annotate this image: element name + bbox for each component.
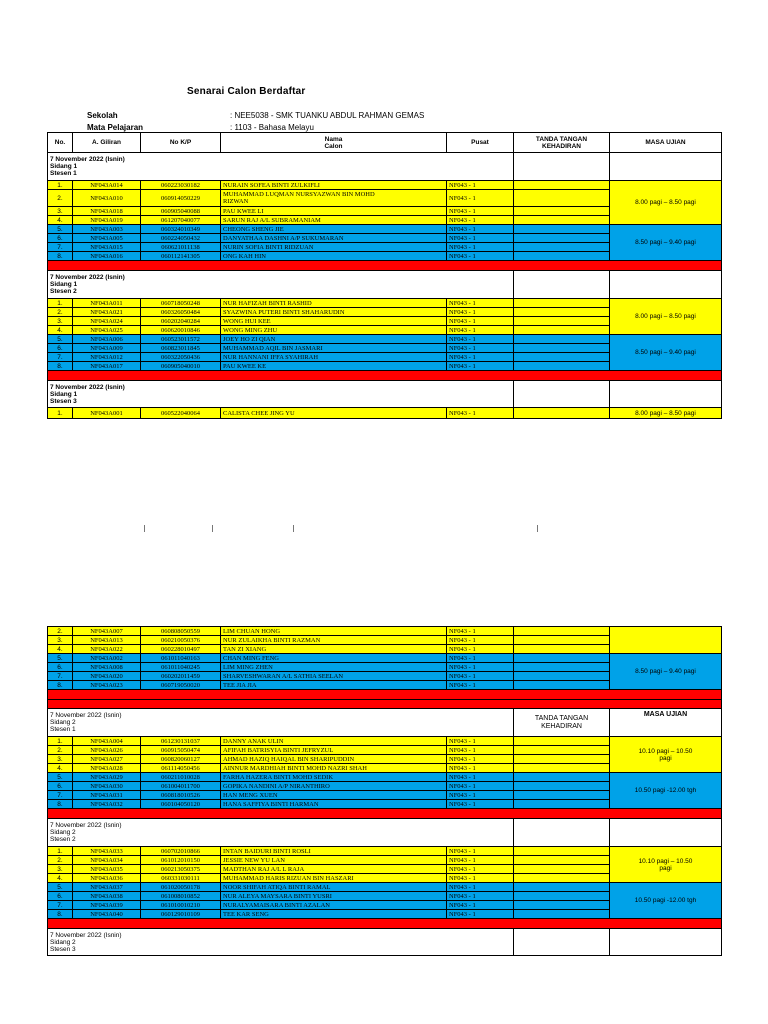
table-row: 3. NF043A018 060905040088 PAU KWEE LI NF043 - 1 bbox=[48, 207, 722, 216]
table-header-row bbox=[48, 133, 722, 153]
separator-row bbox=[48, 919, 722, 929]
col-tanda-header: TANDA TANGAN KEHADIRAN bbox=[514, 133, 610, 153]
separator-row bbox=[48, 700, 722, 709]
table-row: 8. NF043A016 060112141305 ONG KAH HIN NF043 - 1 bbox=[48, 252, 722, 261]
section-header bbox=[48, 709, 722, 737]
separator-row bbox=[48, 690, 722, 700]
col-kp-header: No K/P bbox=[141, 133, 221, 153]
section-header bbox=[48, 381, 722, 408]
table-row: 5. NF043A003 060324010349 CHEONG SHENG JIE NF043 - 1 8.50 pagi – 9.40 pagi bbox=[48, 225, 722, 234]
table-row: 7. NF043A012 060322050436 NUR HANNANI IFFA SYAHIRAH NF043 - 1 bbox=[48, 353, 722, 362]
sekolah-value: : NEE5038 - SMK TUANKU ABDUL RAHMAN GEMAS bbox=[230, 111, 425, 120]
masa-ujian-header: MASA UJIAN bbox=[610, 709, 722, 737]
separator-row bbox=[48, 261, 722, 271]
table-row: 3. NF043A027 060820060127 AHMAD HAZIQ HAIQAL BIN SHARIPUDDIN NF043 - 1 bbox=[48, 755, 722, 764]
exam-time: 8.00 pagi – 8.50 pagi bbox=[610, 299, 722, 335]
table-row: 4. NF043A036 060331030111 MUHAMMAD HARIS RIZUAN BIN HASZARI NF043 - 1 bbox=[48, 874, 722, 883]
table-row: 1. NF043A011 060718050248 NUR HAFIZAH BINTI RASHID NF043 - 1 8.00 pagi – 8.50 pagi bbox=[48, 299, 722, 308]
col-angka-giliran-header: A. Giliran bbox=[73, 133, 141, 153]
table-row: 8. NF043A017 060905040010 PAU KWEE KE NF043 - 1 bbox=[48, 362, 722, 371]
table-row: 2. NF043A026 060915050474 AFIFAH BATRISYIA BINTI JEFRYZUL NF043 - 1 bbox=[48, 746, 722, 755]
section-header bbox=[48, 153, 722, 181]
table-row: 6. NF043A038 061008010852 NUR ALEYA MAYSARA BINTI YUSRI NF043 - 1 bbox=[48, 892, 722, 901]
section-header bbox=[48, 929, 722, 956]
table-row: 2. NF043A034 061012010150 JESSIE NEW YU LAN NF043 - 1 bbox=[48, 856, 722, 865]
table-row: 4. NF043A028 061114050456 AINNUR MARDHIAH BINTI MOHD NAZRI SHAH NF043 - 1 bbox=[48, 764, 722, 773]
mata-pelajaran-value: : 1103 - Bahasa Melayu bbox=[230, 123, 314, 132]
section-info: 7 November 2022 (Isnin) Sidang 2 Stesen 3 bbox=[48, 929, 514, 956]
table-row: 7. NF043A015 060621011138 NURIN SOFIA BINTI RIDZUAN NF043 - 1 bbox=[48, 243, 722, 252]
table-row: 4. NF043A025 060620010846 WONG MING ZHU NF043 - 1 bbox=[48, 326, 722, 335]
table-row: 4. NF043A022 060228010497 TAN ZI XIANG NF043 - 1 bbox=[48, 645, 722, 654]
table-row: 6. NF043A008 061011040245 LIM MING ZHEN NF043 - 1 bbox=[48, 663, 722, 672]
table-row: 1. NF043A033 060702010866 INTAN BAIDURI BINTI ROSLI NF043 - 1 10.10 pagi – 10.50 pagi bbox=[48, 847, 722, 856]
table-row: 5. NF043A029 060211010028 FARHA HAZERA BINTI MOHD SEDIK NF043 - 1 10.50 pagi -12.00 tgh bbox=[48, 773, 722, 782]
table-row: 3. NF043A024 060202040284 WONG HUI KEE NF043 - 1 bbox=[48, 317, 722, 326]
exam-time: 10.50 pagi -12.00 tgh bbox=[610, 773, 722, 809]
table-row: 3. NF043A013 060210050376 NUR ZULAIKHA BINTI RAZMAN NF043 - 1 bbox=[48, 636, 722, 645]
table-row: 5. NF043A006 060523011572 JOEY HO ZI QIAN NF043 - 1 8.50 pagi – 9.40 pagi bbox=[48, 335, 722, 344]
table-row: 1. NF043A014 060223030182 NURAIN SOFEA BINTI ZULKIFLI NF043 - 1 8.00 pagi – 8.50 pagi bbox=[48, 181, 722, 190]
page-title: Senarai Calon Berdaftar bbox=[187, 86, 306, 97]
table-row: 7. NF043A031 060818010526 HAN MENG XUEN NF043 - 1 bbox=[48, 791, 722, 800]
section-header bbox=[48, 819, 722, 847]
table-row: 3. NF043A035 060213050375 MADTHAN RAJ A/L L RAJA NF043 - 1 bbox=[48, 865, 722, 874]
table-row: 8. NF043A040 060129010109 TEE KAR SENG NF043 - 1 bbox=[48, 910, 722, 919]
table-row: 4. NF043A019 061207040077 SARUN RAJ A/L SUBRAMANIAM NF043 - 1 bbox=[48, 216, 722, 225]
table-row: 2. NF043A007 060808050559 LIM CHUAN HONG NF043 - 1 bbox=[48, 627, 722, 636]
table-row: 5. NF043A002 061011040163 CHAN MING FENG NF043 - 1 8.50 pagi – 9.40 pagi bbox=[48, 654, 722, 663]
col-no-header: No. bbox=[48, 133, 73, 153]
exam-time: 8.50 pagi – 9.40 pagi bbox=[610, 225, 722, 261]
col-masa-header: MASA UJIAN bbox=[610, 133, 722, 153]
section-header bbox=[48, 271, 722, 299]
table-row: 6. NF043A009 060823011845 MUHAMMAD AQIL BIN JASMARI NF043 - 1 bbox=[48, 344, 722, 353]
tanda-tangan-header: TANDA TANGAN KEHADIRAN bbox=[514, 709, 610, 737]
table-row: 7. NF043A039 061010010210 NURALYAMAISARA BINTI AZALAN NF043 - 1 bbox=[48, 901, 722, 910]
exam-time: 10.50 pagi -12.00 tgh bbox=[610, 883, 722, 919]
exam-time: 8.50 pagi – 9.40 pagi bbox=[610, 654, 722, 690]
sekolah-label: Sekolah bbox=[87, 111, 118, 120]
section-info: 7 November 2022 (Isnin) Sidang 2 Stesen 1 bbox=[48, 709, 514, 737]
candidate-table-page2 bbox=[47, 626, 722, 956]
table-row: 5. NF043A037 061020050178 NOOR SHIFAH ATIQA BINTI RAMAL NF043 - 1 10.50 pagi -12.00 tgh bbox=[48, 883, 722, 892]
exam-time: 10.10 pagi – 10.50 pagi bbox=[610, 737, 722, 773]
separator-row bbox=[48, 809, 722, 819]
section-info: 7 November 2022 (Isnin) Sidang 1 Stesen 1 bbox=[48, 153, 514, 181]
table-row: 8. NF043A032 060104050120 HANA SAFFIYA BINTI HARMAN NF043 - 1 bbox=[48, 800, 722, 809]
section-info: 7 November 2022 (Isnin) Sidang 1 Stesen 2 bbox=[48, 271, 514, 299]
separator-row bbox=[48, 371, 722, 381]
exam-time: 10.10 pagi – 10.50 pagi bbox=[610, 847, 722, 883]
table-row: 1. NF043A001 060522040064 CALISTA CHEE JING YU NF043 - 1 8.00 pagi – 8.50 pagi bbox=[48, 408, 722, 419]
col-nama-header: Nama Calon bbox=[221, 133, 447, 153]
candidate-table-page1 bbox=[47, 132, 722, 419]
table-row: 6. NF043A005 060224050432 DANYATHAA DASHNI A/P SUKUMARAN NF043 - 1 bbox=[48, 234, 722, 243]
table-row: 2. NF043A010 060914050229 MUHAMMAD LUQMAN NURSYAZWAN BIN MOHD RIZWAN NF043 - 1 bbox=[48, 190, 722, 207]
section-info: 7 November 2022 (Isnin) Sidang 2 Stesen 2 bbox=[48, 819, 514, 847]
exam-time: 8.50 pagi – 9.40 pagi bbox=[610, 335, 722, 371]
exam-time: 8.00 pagi – 8.50 pagi bbox=[610, 181, 722, 225]
table-row: 6. NF043A030 061004011700 GOPIKA NANDINI A/P NIRANTHIRO NF043 - 1 bbox=[48, 782, 722, 791]
section-info: 7 November 2022 (Isnin) Sidang 1 Stesen 3 bbox=[48, 381, 514, 408]
col-pusat-header: Pusat bbox=[447, 133, 514, 153]
mata-pelajaran-label: Mata Pelajaran bbox=[87, 123, 144, 132]
table-row: 1. NF043A004 061230131037 DANNY ANAK ULIN NF043 - 1 10.10 pagi – 10.50 pagi bbox=[48, 737, 722, 746]
table-row: 2. NF043A021 060326050484 SYAZWINA PUTERI BINTI SHAHARUDIN NF043 - 1 bbox=[48, 308, 722, 317]
exam-time: 8.00 pagi – 8.50 pagi bbox=[610, 408, 722, 419]
table-row: 7. NF043A020 060202011459 SHARVESHWARAN A/L SATHIA SEELAN NF043 - 1 bbox=[48, 672, 722, 681]
table-row: 8. NF043A023 060719050020 TEE JIA JIA NF043 - 1 bbox=[48, 681, 722, 690]
